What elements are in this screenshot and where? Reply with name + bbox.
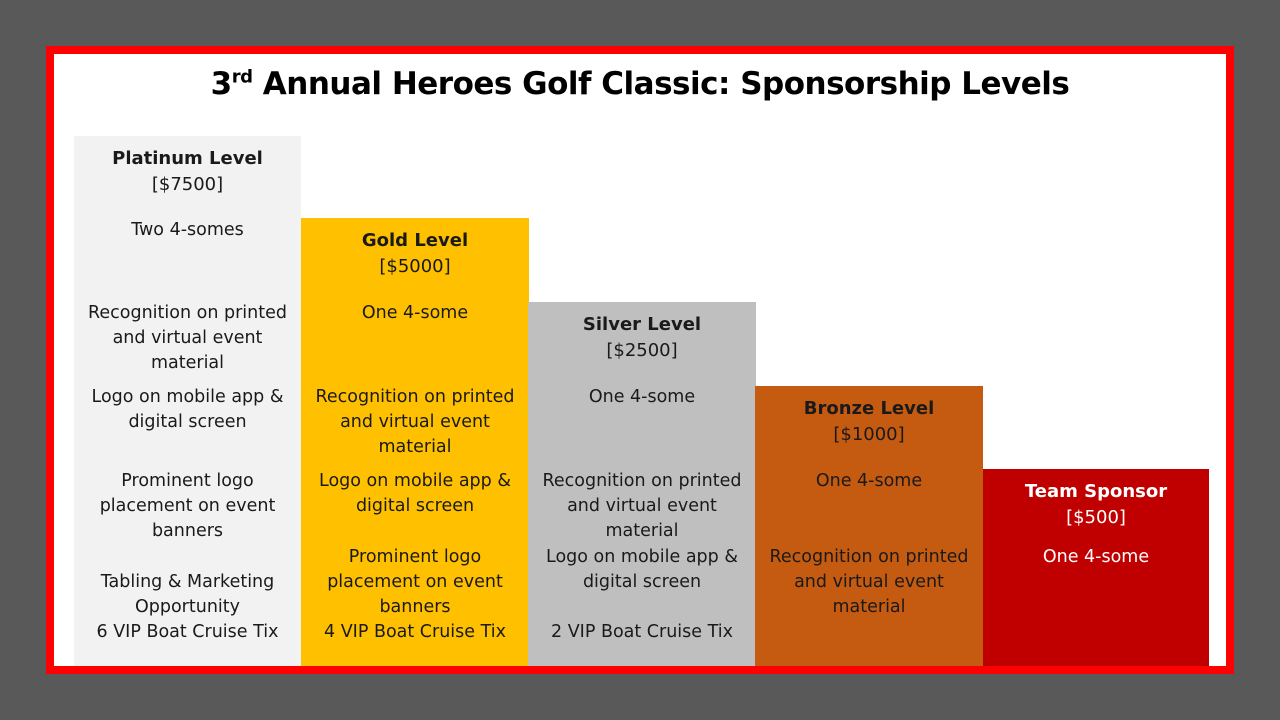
level-name: Gold Level (361, 230, 469, 251)
title-ordinal: 3 (210, 66, 232, 102)
gold-level-column (301, 218, 529, 666)
benefit-item: Logo on mobile app & digital screen (319, 471, 511, 516)
benefit-item: Logo on mobile app & digital screen (546, 547, 738, 592)
level-price: [$500] (1066, 507, 1126, 528)
level-price: [$5000] (379, 256, 451, 277)
level-price: [$2500] (606, 340, 678, 361)
benefit-item: 4 VIP Boat Cruise Tix (324, 622, 506, 642)
benefit-item: Two 4-somes (131, 220, 244, 240)
slide (54, 54, 1226, 666)
title-ordinal-suffix: rd (231, 66, 253, 88)
level-name: Platinum Level (112, 148, 263, 169)
benefit-item: Tabling & Marketing Opportunity (100, 572, 275, 617)
level-name: Team Sponsor (1024, 481, 1168, 502)
silver-level-column (528, 302, 756, 666)
benefit-item: Logo on mobile app & digital screen (91, 387, 284, 432)
benefit-item: Prominent logo placement on event banners (99, 471, 276, 541)
level-header (755, 396, 983, 448)
level-header (983, 479, 1209, 531)
benefit-item: 6 VIP Boat Cruise Tix (96, 622, 279, 642)
benefit-item: One 4-some (815, 471, 923, 491)
bronze-level-column (755, 386, 983, 666)
level-name: Silver Level (582, 314, 702, 335)
benefit-item: Recognition on printed and virtual event material (88, 303, 287, 373)
level-price: [$7500] (151, 174, 224, 195)
benefit-item: One 4-some (1042, 547, 1150, 567)
title-text: Annual Heroes Golf Classic: Sponsorship Levels (252, 66, 1070, 102)
level-name: Bronze Level (803, 398, 935, 419)
team-sponsor-column (983, 469, 1209, 666)
level-header (74, 146, 301, 198)
platinum-level-column (74, 136, 301, 666)
benefit-item: 2 VIP Boat Cruise Tix (551, 622, 733, 642)
benefit-item: Recognition on printed and virtual event material (315, 387, 515, 457)
benefit-item: Recognition on printed and virtual event material (542, 471, 742, 541)
slide-title (54, 66, 1226, 102)
level-header (301, 228, 529, 280)
level-price: [$1000] (833, 424, 905, 445)
benefit-item: Recognition on printed and virtual event material (769, 547, 969, 617)
benefit-item: One 4-some (361, 303, 469, 323)
benefit-item: Prominent logo placement on event banners (327, 547, 503, 617)
benefit-item: One 4-some (588, 387, 696, 407)
level-header (528, 312, 756, 364)
